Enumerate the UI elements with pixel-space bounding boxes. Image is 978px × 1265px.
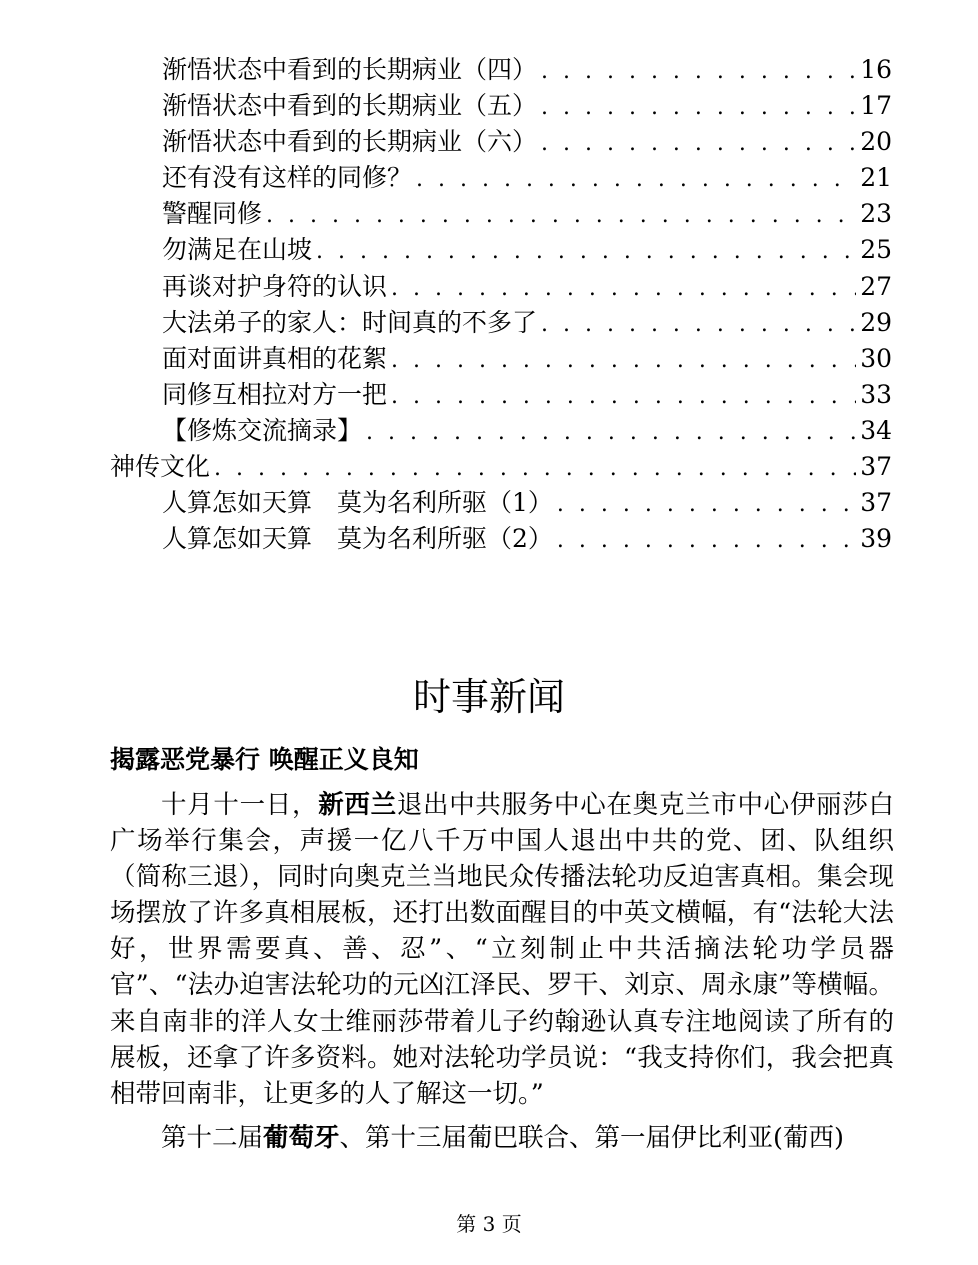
toc-entry[interactable] xyxy=(110,305,892,341)
article-body xyxy=(110,787,894,1156)
toc-entry-title: 大法弟子的家人：时间真的不多了 xyxy=(162,307,538,337)
toc-entry[interactable] xyxy=(110,269,892,305)
toc-entry-page: 20 xyxy=(860,127,892,157)
highlight-country: 葡萄牙 xyxy=(263,1122,340,1153)
toc-dot-leader xyxy=(557,523,856,559)
toc-entry-title: 【修炼交流摘录】 xyxy=(162,415,363,445)
article-title: 揭露恶党暴行 唤醒正义良知 xyxy=(110,745,419,774)
toc-entry[interactable] xyxy=(110,88,892,124)
toc-entry-page: 37 xyxy=(860,488,892,518)
toc-entry-title: 还有没有这样的同修？ xyxy=(162,163,413,193)
toc-entry-title: 勿满足在山坡 xyxy=(162,235,313,265)
page-number: 第 3 页 xyxy=(456,1212,522,1236)
toc-dot-leader xyxy=(316,234,856,270)
toc-entry[interactable] xyxy=(110,377,892,413)
toc-dot-leader xyxy=(541,90,856,126)
toc-dot-leader xyxy=(557,487,856,523)
toc-entry[interactable] xyxy=(110,160,892,196)
toc-entry-title: 同修互相拉对方一把 xyxy=(162,379,388,409)
toc-entry-page: 33 xyxy=(860,379,892,409)
highlight-country: 新西兰 xyxy=(318,790,397,820)
section-heading: 时事新闻 xyxy=(412,675,565,719)
toc-entry-page: 27 xyxy=(860,271,892,301)
toc-entry[interactable] xyxy=(110,449,892,485)
toc-dot-leader xyxy=(541,307,856,343)
toc-entry-title: 渐悟状态中看到的长期病业（五） xyxy=(162,91,538,121)
toc-dot-leader xyxy=(541,126,856,162)
toc-entry[interactable] xyxy=(110,196,892,232)
toc-entry-page: 16 xyxy=(860,55,892,84)
toc-entry-page: 37 xyxy=(860,452,892,482)
toc-dot-leader xyxy=(416,162,856,198)
toc-entry-title: 面对面讲真相的花絮 xyxy=(162,343,388,373)
toc-entry[interactable] xyxy=(110,521,892,557)
toc-entry-page: 25 xyxy=(860,235,892,265)
toc-entry-page: 21 xyxy=(860,163,892,193)
table-of-contents xyxy=(110,52,892,557)
text-run: 第十二届 xyxy=(161,1122,264,1153)
toc-entry-page: 23 xyxy=(860,199,892,229)
toc-entry-page: 34 xyxy=(860,415,892,445)
toc-entry[interactable] xyxy=(110,52,892,88)
toc-entry-page: 39 xyxy=(860,524,892,554)
text-run: 退出中共服务中心在奥克兰市中心伊丽莎白广场举行集会，声援一亿八千万中国人退出中共的党、团、队组织（简称三退），同时向奥克兰当地民众传播法轮功反迫害真相。集会现场摆放了许多真相展板，还打出数面醒目的中英文横幅，有“法轮大法好，世界需要真、善、忍”、“立刻制止中共活摘法轮功学员器官”、“法办迫害法轮功的元凶江泽民、罗干、刘京、周永康”等横幅。来自南非的洋人女士维丽莎带着儿子约翰逊认真专注地阅读了所有的展板，还拿了许多资料。她对法轮功学员说：“我支持你们，我会把真相带回南非，让更多的人了解这一切。” xyxy=(110,790,894,1109)
text-run: 十月十一日， xyxy=(161,790,319,820)
toc-dot-leader xyxy=(214,451,856,487)
toc-dot-leader xyxy=(391,343,856,379)
toc-entry-title: 人算怎如天算 莫为名利所驱（2） xyxy=(162,524,553,554)
toc-entry-title: 警醒同修 xyxy=(162,199,263,229)
toc-entry[interactable] xyxy=(110,232,892,268)
toc-entry-title: 渐悟状态中看到的长期病业（四） xyxy=(162,55,538,84)
toc-entry-title: 神传文化 xyxy=(110,452,211,482)
toc-dot-leader xyxy=(366,415,856,451)
toc-entry-title: 再谈对护身符的认识 xyxy=(162,271,388,301)
toc-entry-title: 渐悟状态中看到的长期病业（六） xyxy=(162,127,538,157)
toc-entry[interactable] xyxy=(110,485,892,521)
toc-dot-leader xyxy=(541,54,856,90)
toc-entry-page: 30 xyxy=(860,343,892,373)
paragraph-2 xyxy=(110,1120,894,1156)
toc-dot-leader xyxy=(391,271,856,307)
toc-dot-leader xyxy=(391,379,856,415)
toc-entry[interactable] xyxy=(110,341,892,377)
toc-entry[interactable] xyxy=(110,413,892,449)
paragraph-1 xyxy=(110,787,894,1112)
toc-entry-page: 17 xyxy=(860,91,892,121)
toc-entry-page: 29 xyxy=(860,307,892,337)
toc-entry-title: 人算怎如天算 莫为名利所驱（1） xyxy=(162,488,553,518)
text-run: 、第十三届葡巴联合、第一届伊比利亚(葡西) xyxy=(339,1122,844,1153)
toc-dot-leader xyxy=(266,198,856,234)
toc-entry[interactable] xyxy=(110,124,892,160)
